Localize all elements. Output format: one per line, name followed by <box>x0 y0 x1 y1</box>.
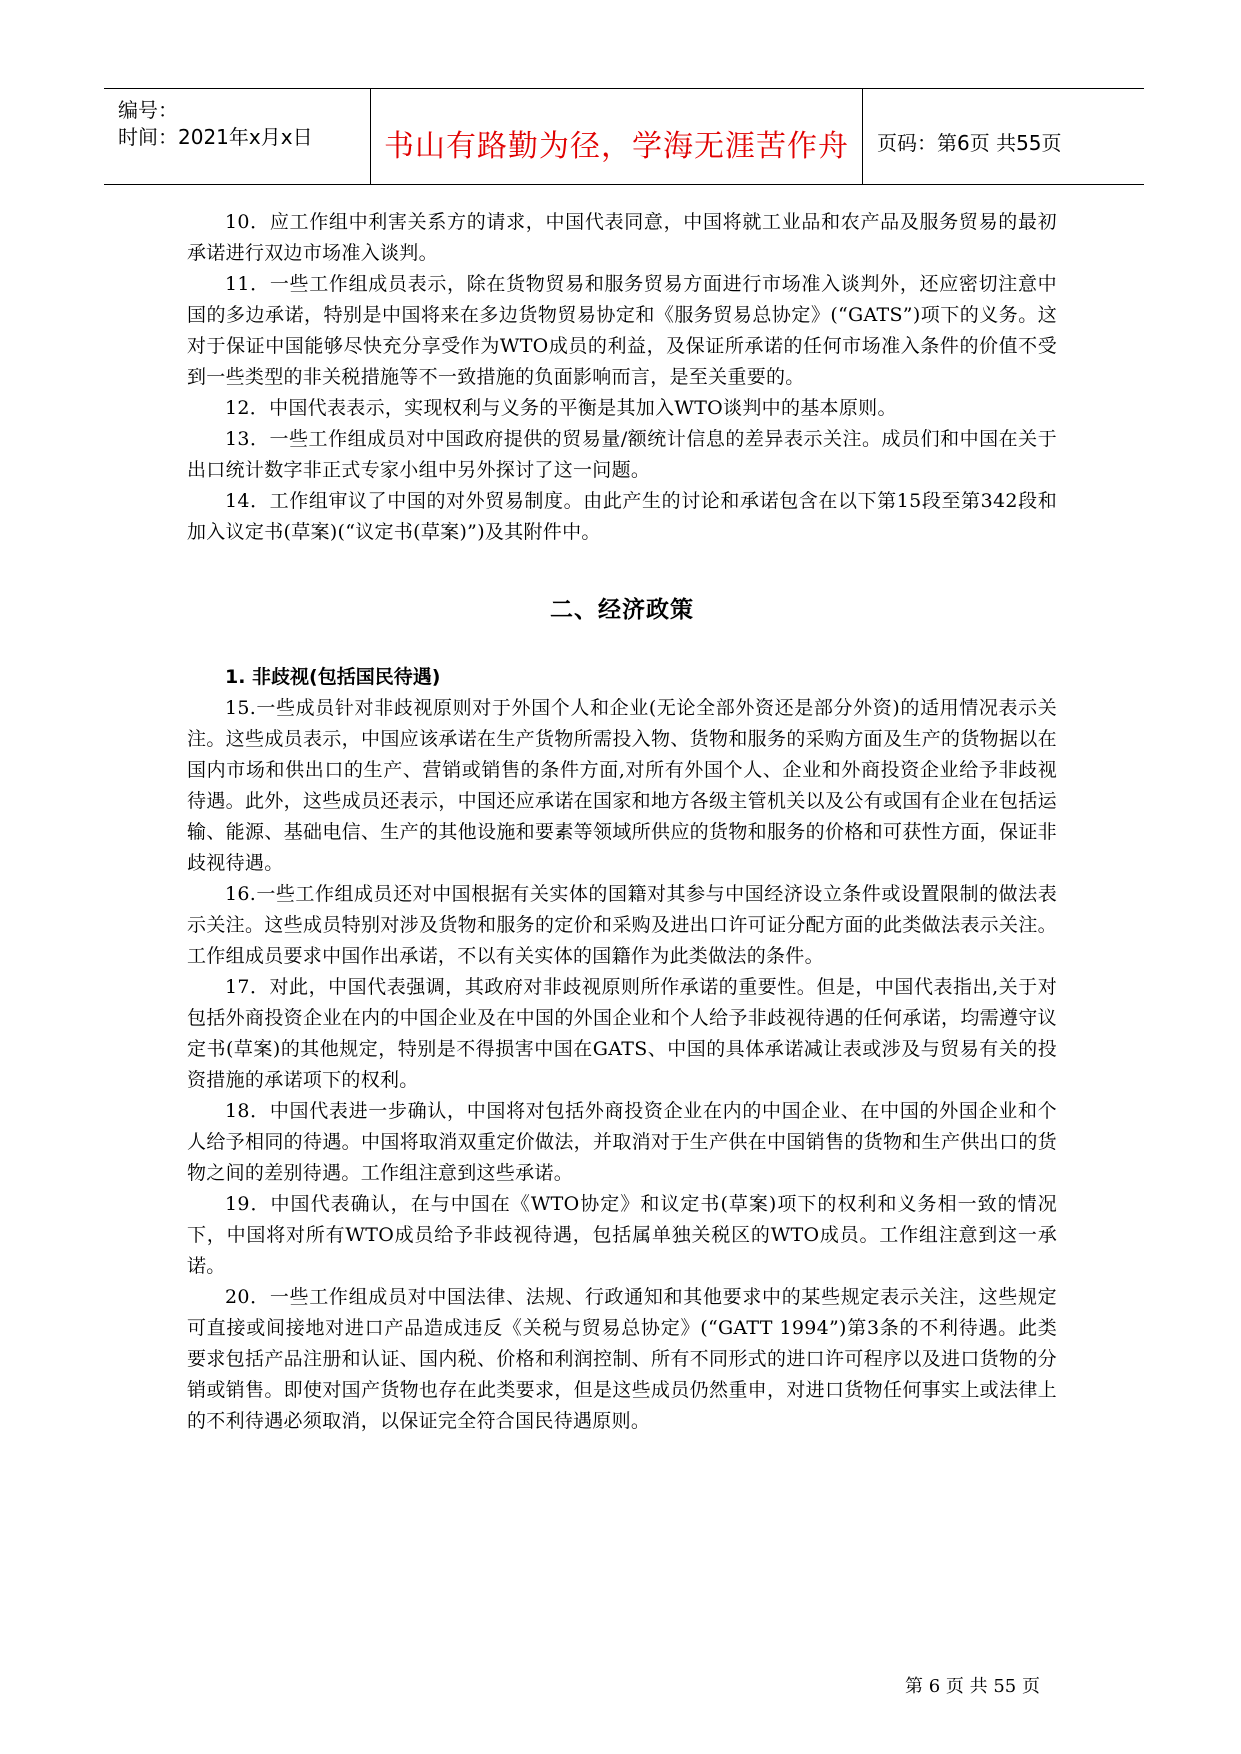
document-body <box>187 207 1057 1437</box>
paragraph-10: 10．应工作组中利害关系方的请求，中国代表同意，中国将就工业品和农产品及服务贸易的最初承诺进行双边市场准入谈判。 <box>187 211 1057 264</box>
header-motto: 书山有路勤为径，学海无涯苦作舟 <box>384 129 849 164</box>
document-time-label: 时间：2021年x月x日 <box>118 125 313 149</box>
page-header <box>104 88 1144 185</box>
paragraph-13: 13．一些工作组成员对中国政府提供的贸易量/额统计信息的差异表示关注。成员们和中国在关于出口统计数字非正式专家小组中另外探讨了这一问题。 <box>187 428 1057 481</box>
header-page-info: 页码：第6页 共55页 <box>877 131 1062 155</box>
paragraph-15: 15.一些成员针对非歧视原则对于外国个人和企业(无论全部外资还是部分外资)的适用情况表示关注。这些成员表示，中国应该承诺在生产货物所需投入物、货物和服务的采购方面及生产的货物据以在国内市场和供出口的生产、营销或销售的条件方面,对所有外国个人、企业和外商投资企业给予非歧视待遇。此外，这些成员还表示，中国还应承诺在国家和地方各级主管机关以及公有或国有企业在包括运输、能源、基础电信、生产的其他设施和要素等领域所供应的货物和服务的价格和可获性方面，保证非歧视待遇。 <box>187 697 1057 874</box>
paragraph-18: 18．中国代表进一步确认，中国将对包括外商投资企业在内的中国企业、在中国的外国企业和个人给予相同的待遇。中国将取消双重定价做法，并取消对于生产供在中国销售的货物和生产供出口的货物之间的差别待遇。工作组注意到这些承诺。 <box>187 1100 1057 1184</box>
header-info-cell <box>104 89 371 184</box>
paragraph-12: 12．中国代表表示，实现权利与义务的平衡是其加入WTO谈判中的基本原则。 <box>225 397 897 419</box>
paragraph-20: 20．一些工作组成员对中国法律、法规、行政通知和其他要求中的某些规定表示关注，这些规定可直接或间接地对进口产品造成违反《关税与贸易总协定》(“GATT 1994”)第3条的不利待遇。此类要求包括产品注册和认证、国内税、价格和利润控制、所有不同形式的进口许可程序以及进口货物的分销或销售。即使对国产货物也存在此类要求，但是这些成员仍然重申，对进口货物任何事实上或法律上的不利待遇必须取消，以保证完全符合国民待遇原则。 <box>187 1286 1057 1432</box>
section-title: 二、经济政策 <box>550 597 694 623</box>
subsection-title: 1. 非歧视(包括国民待遇) <box>225 666 441 688</box>
paragraph-14: 14．工作组审议了中国的对外贸易制度。由此产生的讨论和承诺包含在以下第15段至第342段和加入议定书(草案)(“议定书(草案)”)及其附件中。 <box>187 490 1057 543</box>
paragraph-11: 11．一些工作组成员表示，除在货物贸易和服务贸易方面进行市场准入谈判外，还应密切注意中国的多边承诺，特别是中国将来在多边货物贸易协定和《服务贸易总协定》(“GATS”)项下的义务。这对于保证中国能够尽快充分享受作为WTO成员的利益，及保证所承诺的任何市场准入条件的价值不受到一些类型的非关税措施等不一致措施的负面影响而言，是至关重要的。 <box>187 273 1057 388</box>
paragraph-17: 17．对此，中国代表强调，其政府对非歧视原则所作承诺的重要性。但是，中国代表指出,关于对包括外商投资企业在内的中国企业及在中国的外国企业和个人给予非歧视待遇的任何承诺，均需遵守议定书(草案)的其他规定，特别是不得损害中国在GATS、中国的具体承诺减让表或涉及与贸易有关的投资措施的承诺项下的权利。 <box>187 976 1057 1091</box>
header-motto-cell <box>371 89 863 184</box>
page-footer: 第 6 页 共 55 页 <box>905 1676 1040 1697</box>
document-number-label: 编号： <box>118 98 178 122</box>
header-page-cell <box>863 89 1144 184</box>
paragraph-19: 19．中国代表确认，在与中国在《WTO协定》和议定书(草案)项下的权利和义务相一致的情况下，中国将对所有WTO成员给予非歧视待遇，包括属单独关税区的WTO成员。工作组注意到这一承诺。 <box>187 1193 1057 1277</box>
paragraph-16: 16.一些工作组成员还对中国根据有关实体的国籍对其参与中国经济设立条件或设置限制的做法表示关注。这些成员特别对涉及货物和服务的定价和采购及进出口许可证分配方面的此类做法表示关注。工作组成员要求中国作出承诺，不以有关实体的国籍作为此类做法的条件。 <box>187 883 1057 967</box>
